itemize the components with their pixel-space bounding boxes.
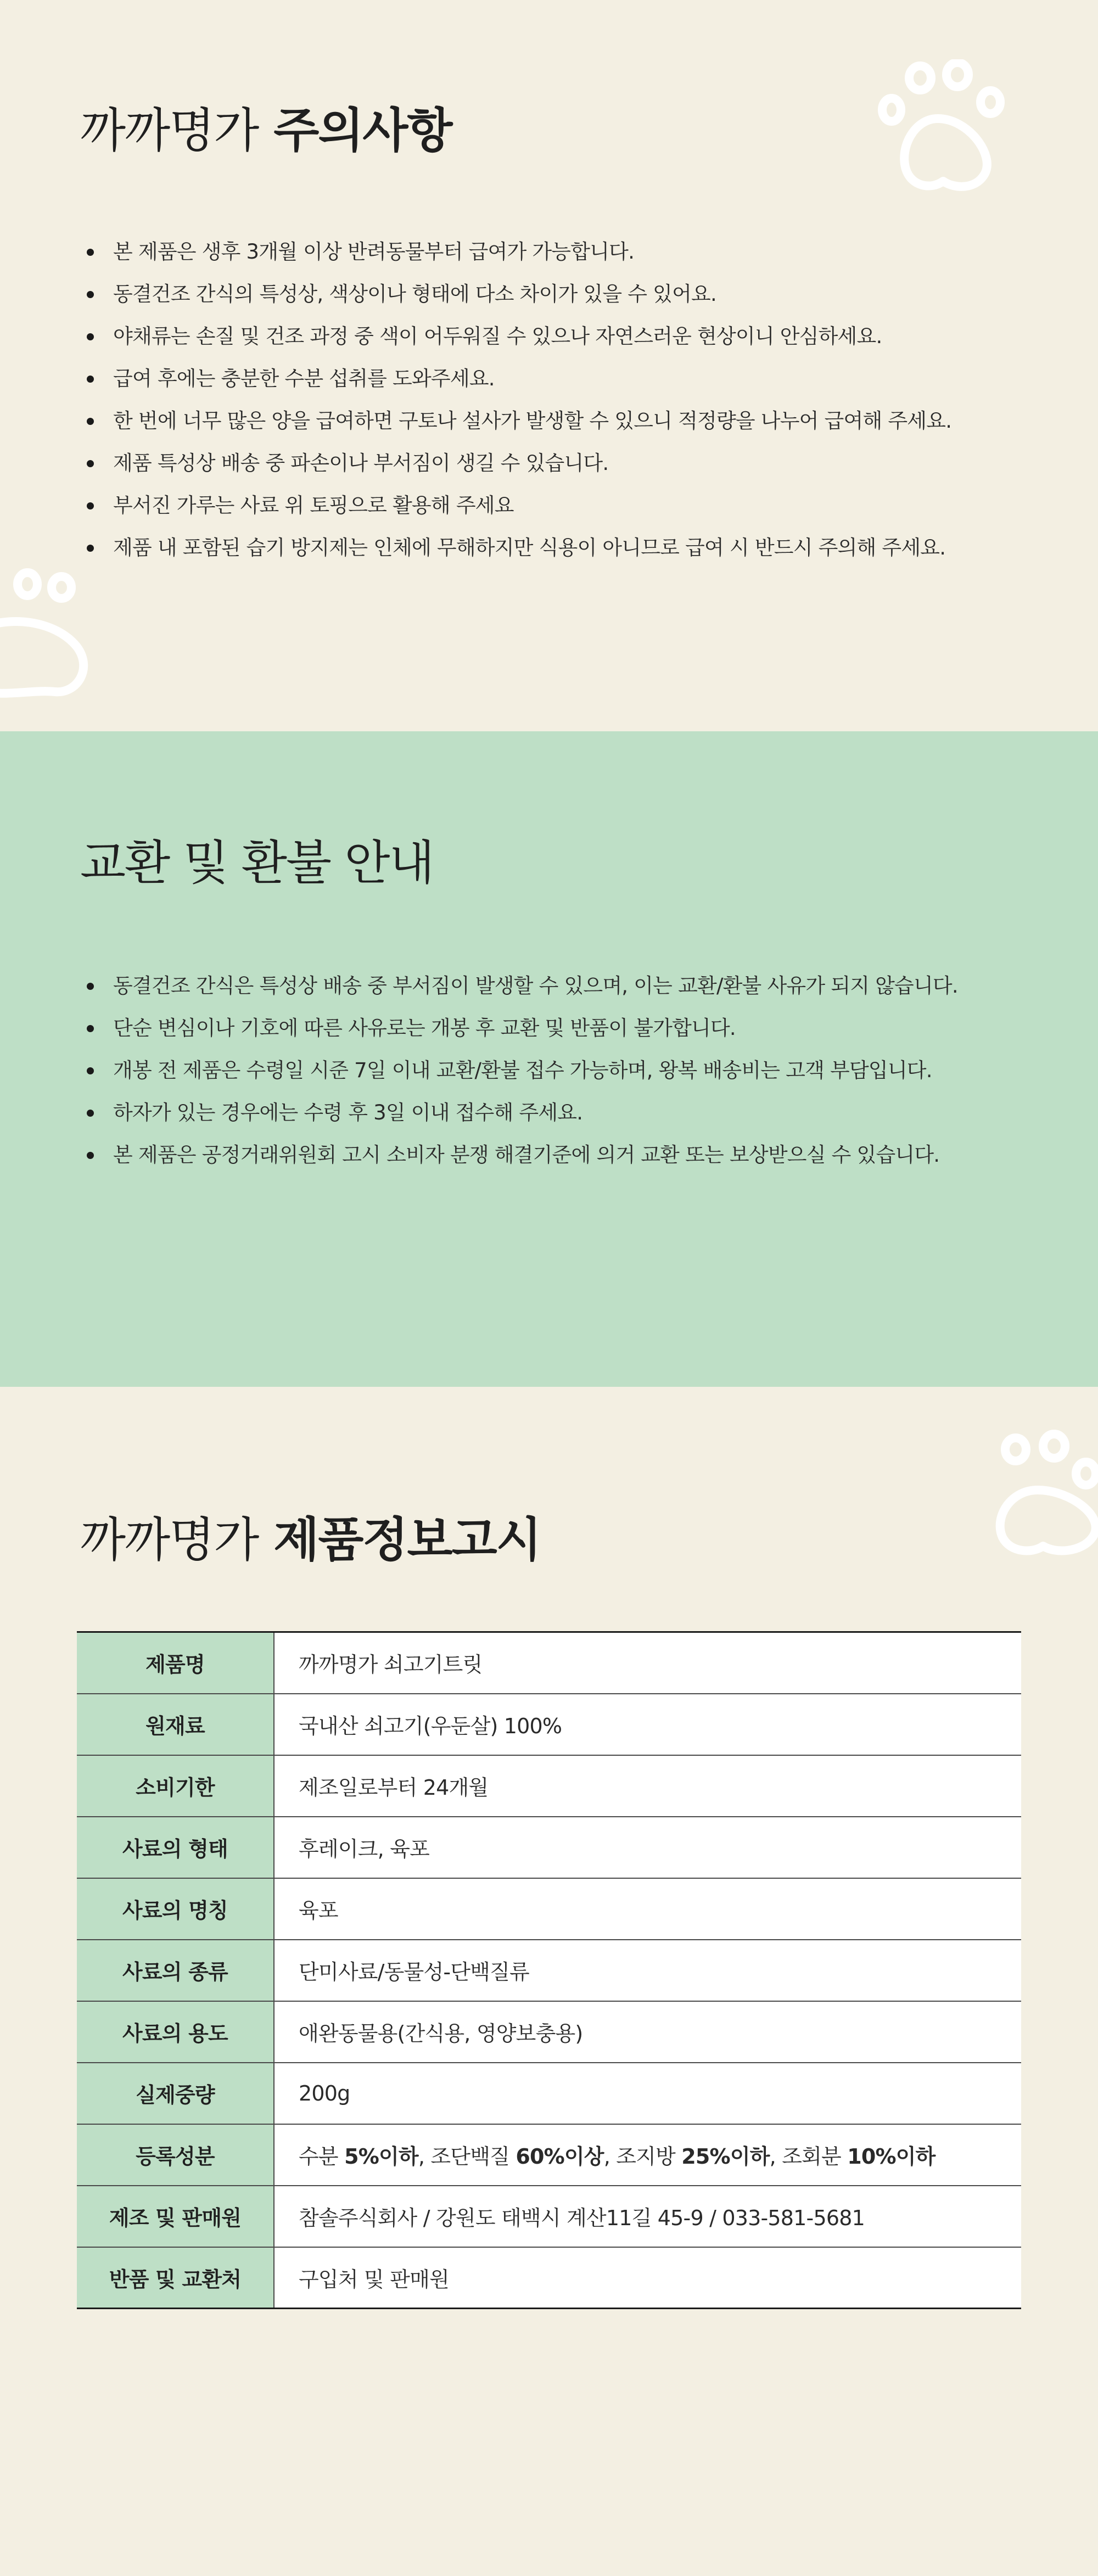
list-item: 동결건조 간식은 특성상 배송 중 부서짐이 발생할 수 있으며, 이는 교환/환불 사유가 되지 않습니다. bbox=[82, 974, 958, 998]
row-label: 반품 및 교환처 bbox=[77, 2247, 274, 2309]
table-row bbox=[77, 1940, 1021, 2001]
row-value: 육포 bbox=[274, 1878, 1021, 1940]
bullet-dot-icon bbox=[87, 983, 94, 990]
bullet-dot-icon bbox=[87, 376, 94, 383]
bullet-dot-icon bbox=[87, 545, 94, 552]
row-label: 소비기한 bbox=[77, 1755, 274, 1817]
row-value: 200g bbox=[274, 2063, 1021, 2124]
table-row bbox=[77, 1632, 1021, 1694]
list-item: 본 제품은 공정거래위원회 고시 소비자 분쟁 해결기준에 의거 교환 또는 보상받으실 수 있습니다. bbox=[82, 1143, 958, 1167]
row-value: 까까명가 쇠고기트릿 bbox=[274, 1632, 1021, 1694]
row-value: 참솔주식회사 / 강원도 태백시 계산11길 45-9 / 033-581-5681 bbox=[274, 2186, 1021, 2247]
list-item: 개봉 전 제품은 수령일 시준 7일 이내 교환/환불 접수 가능하며, 왕복 배송비는 고객 부담입니다. bbox=[82, 1059, 958, 1083]
bullet-dot-icon bbox=[87, 1067, 94, 1074]
exchange-section bbox=[0, 731, 1098, 1387]
bullet-dot-icon bbox=[87, 291, 94, 298]
row-value-ingredients: 수분 5%이하, 조단백질 60%이상, 조지방 25%이하, 조회분 10%이하 bbox=[274, 2124, 1021, 2186]
row-value: 국내산 쇠고기(우둔살) 100% bbox=[274, 1694, 1021, 1755]
bullet-dot-icon bbox=[87, 1025, 94, 1032]
row-value: 단미사료/동물성-단백질류 bbox=[274, 1940, 1021, 2001]
row-value: 후레이크, 육포 bbox=[274, 1817, 1021, 1878]
row-label: 등록성분 bbox=[77, 2124, 274, 2186]
paw-print-icon bbox=[877, 59, 1015, 202]
product-info-table bbox=[77, 1631, 1021, 2309]
table-row bbox=[77, 1694, 1021, 1755]
bullet-dot-icon bbox=[87, 460, 94, 467]
table-row bbox=[77, 2063, 1021, 2124]
exchange-list bbox=[82, 974, 958, 1185]
list-item: 제품 내 포함된 습기 방지제는 인체에 무해하지만 식용이 아니므로 급여 시 반드시 주의해 주세요. bbox=[82, 536, 951, 560]
bullet-dot-icon bbox=[87, 1152, 94, 1159]
paw-print-icon bbox=[983, 1430, 1098, 1556]
brand-name: 까까명가 bbox=[80, 103, 259, 158]
table-row bbox=[77, 1755, 1021, 1817]
row-label: 제조 및 판매원 bbox=[77, 2186, 274, 2247]
caution-list bbox=[82, 240, 951, 578]
list-item: 본 제품은 생후 3개월 이상 반려동물부터 급여가 가능합니다. bbox=[82, 240, 951, 264]
section-title-exchange: 교환 및 환불 안내 bbox=[80, 836, 434, 891]
section-title-product-info: 까까명가 제품정보고시 bbox=[80, 1513, 541, 1567]
table-row bbox=[77, 2001, 1021, 2063]
caution-section bbox=[0, 0, 1098, 731]
table-row bbox=[77, 1878, 1021, 1940]
list-item: 급여 후에는 충분한 수분 섭취를 도와주세요. bbox=[82, 367, 951, 391]
table-row bbox=[77, 1817, 1021, 1878]
table-row bbox=[77, 2186, 1021, 2247]
list-item: 동결건조 간식의 특성상, 색상이나 형태에 다소 차이가 있을 수 있어요. bbox=[82, 282, 951, 306]
title-caution: 주의사항 bbox=[273, 103, 452, 158]
row-label: 사료의 명칭 bbox=[77, 1878, 274, 1940]
row-label: 실제중량 bbox=[77, 2063, 274, 2124]
bullet-dot-icon bbox=[87, 1110, 94, 1117]
list-item: 단순 변심이나 기호에 따른 사유로는 개봉 후 교환 및 반품이 불가합니다. bbox=[82, 1016, 958, 1040]
list-item: 제품 특성상 배송 중 파손이나 부서짐이 생길 수 있습니다. bbox=[82, 451, 951, 475]
list-item: 하자가 있는 경우에는 수령 후 3일 이내 접수해 주세요. bbox=[82, 1101, 958, 1125]
page-title bbox=[80, 103, 452, 158]
row-value: 애완동물용(간식용, 영양보충용) bbox=[274, 2001, 1021, 2063]
paw-print-icon bbox=[0, 564, 93, 707]
list-item: 부서진 가루는 사료 위 토핑으로 활용해 주세요 bbox=[82, 494, 951, 518]
table-row bbox=[77, 2247, 1021, 2309]
row-value: 제조일로부터 24개월 bbox=[274, 1755, 1021, 1817]
list-item: 한 번에 너무 많은 양을 급여하면 구토나 설사가 발생할 수 있으니 적정량을 나누어 급여해 주세요. bbox=[82, 409, 951, 433]
bullet-dot-icon bbox=[87, 502, 94, 509]
row-label: 원재료 bbox=[77, 1694, 274, 1755]
list-item: 야채류는 손질 및 건조 과정 중 색이 어두워질 수 있으나 자연스러운 현상이니 안심하세요. bbox=[82, 324, 951, 349]
row-label: 제품명 bbox=[77, 1632, 274, 1694]
row-label: 사료의 용도 bbox=[77, 2001, 274, 2063]
row-label: 사료의 종류 bbox=[77, 1940, 274, 2001]
table-row bbox=[77, 2124, 1021, 2186]
bullet-dot-icon bbox=[87, 249, 94, 256]
bullet-dot-icon bbox=[87, 418, 94, 425]
row-label: 사료의 형태 bbox=[77, 1817, 274, 1878]
bullet-dot-icon bbox=[87, 333, 94, 340]
row-value: 구입처 및 판매원 bbox=[274, 2247, 1021, 2309]
